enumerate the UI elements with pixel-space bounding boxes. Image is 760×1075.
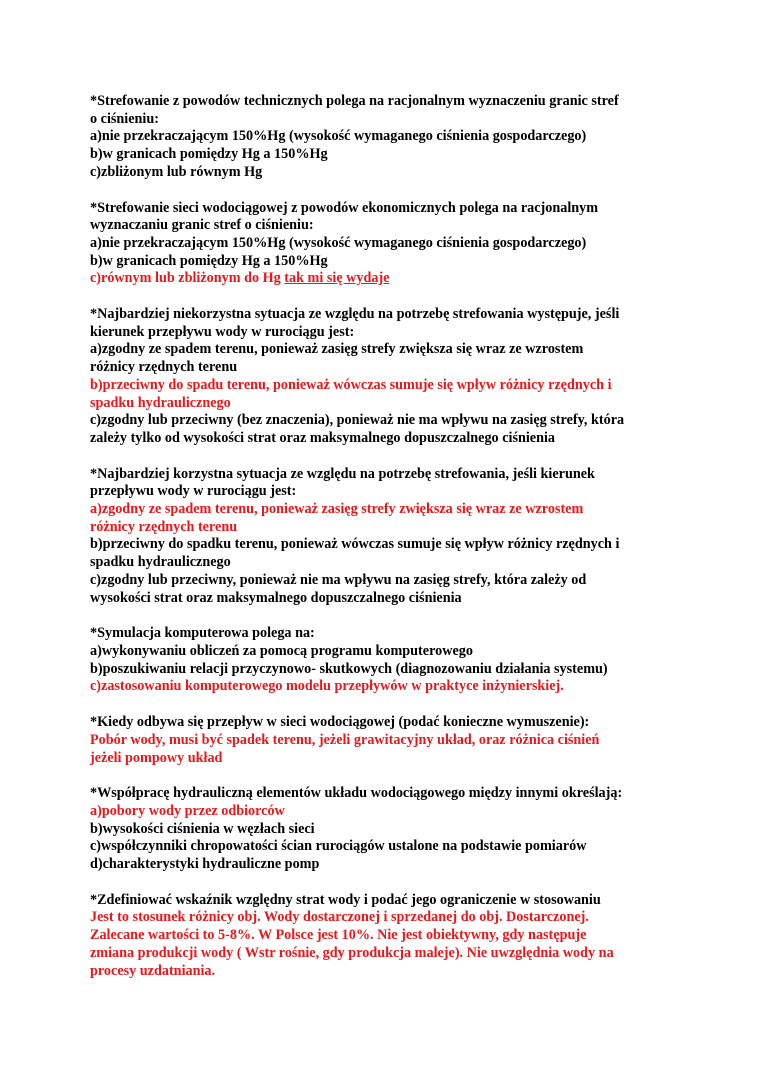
question-block-technical-zoning [90, 93, 682, 182]
answer-option-a-correct: a)pobory wody przez odbiorców [90, 802, 285, 819]
question-block-hydraulic-cooperation [90, 785, 682, 874]
answer-option-a-correct: różnicy rzędnych terenu [90, 518, 238, 535]
answer-text: zmiana produkcji wody ( Wstr rośnie, gdy produkcja maleje). Nie uwzględnia wody na [90, 944, 614, 961]
answer-option-c: c)zbliżonym lub równym Hg [90, 163, 263, 180]
question-block-flow-condition [90, 714, 682, 767]
answer-text: procesy uzdatniania. [90, 962, 216, 979]
answer-option-c-correct: c)zastosowaniu komputerowego modelu przepływów w praktyce inżynierskiej. [90, 678, 564, 695]
question-text: *Kiedy odbywa się przepływ w sieci wodociągowej (podać konieczne wymuszenie): [90, 714, 590, 731]
answer-option-c: zależy tylko od wysokości strat oraz maksymalnego dopuszczalnego ciśnienia [90, 429, 556, 446]
answer-option-b: b)w granicach pomiędzy Hg a 150%Hg [90, 146, 328, 163]
question-text: *Zdefiniować wskaźnik względny strat wody i podać jego ograniczenie w stosowaniu [90, 891, 601, 908]
answer-text: Jest to stosunek różnicy obj. Wody dostarczonej i sprzedanej do obj. Dostarczonej. [90, 909, 589, 926]
question-text: wyznaczaniu granic stref o ciśnieniu: [90, 217, 314, 234]
answer-option-a: a)nie przekraczającym 150%Hg (wysokość wymaganego ciśnienia gospodarczego) [90, 234, 587, 251]
answer-option-a: a)wykonywaniu obliczeń za pomocą programu komputerowego [90, 642, 473, 659]
answer-option-a-correct: a)zgodny ze spadem terenu, ponieważ zasięg strefy zwiększa się wraz ze wzrostem [90, 501, 584, 518]
answer-option-c: c)zgodny lub przeciwny, ponieważ nie ma wpływu na zasięg strefy, która zależy od [90, 571, 587, 588]
question-block-favorable-flow [90, 466, 682, 608]
question-text: o ciśnieniu: [90, 110, 159, 127]
document-content [90, 93, 682, 998]
answer-option-d: d)charakterystyki hydrauliczne pomp [90, 856, 320, 873]
answer-option-a: a)zgodny ze spadem terenu, ponieważ zasięg strefy zwiększa się wraz ze wzrostem [90, 341, 584, 358]
question-text: *Najbardziej korzystna sytuacja ze względu na potrzebę strefowania, jeśli kierunek [90, 465, 595, 482]
answer-option-b: b)poszukiwaniu relacji przyczynowo- skutkowych (diagnozowaniu działania systemu) [90, 660, 608, 677]
question-text: przepływu wody w rurociągu jest: [90, 483, 297, 500]
answer-option-c: c)współczynniki chropowatości ścian rurociągów ustalone na podstawie pomiarów [90, 838, 587, 855]
answer-option-b-correct: spadku hydraulicznego [90, 394, 231, 411]
answer-text: jeżeli pompowy układ [90, 749, 223, 766]
question-block-water-loss-index [90, 892, 682, 981]
answer-text: Pobór wody, musi być spadek terenu, jeżeli grawitacyjny układ, oraz różnica ciśnień [90, 731, 600, 748]
question-block-unfavorable-flow [90, 306, 682, 448]
question-block-economic-zoning [90, 200, 682, 289]
question-text: *Strefowanie sieci wodociągowej z powodów ekonomicznych polega na racjonalnym [90, 199, 599, 216]
answer-option-b: spadku hydraulicznego [90, 554, 231, 571]
answer-option-c-correct [90, 270, 682, 288]
question-text: *Współpracę hydrauliczną elementów układu wodociągowego między innymi określają: [90, 785, 623, 802]
question-block-computer-simulation [90, 625, 682, 696]
question-text: *Symulacja komputerowa polega na: [90, 625, 315, 642]
question-text: *Strefowanie z powodów technicznych polega na racjonalnym wyznaczeniu granic stref [90, 93, 619, 109]
handwritten-style-note: tak mi się wydaje [284, 270, 390, 287]
question-text: kierunek przepływu wody w rurociągu jest: [90, 323, 355, 340]
answer-text: Zalecane wartości to 5-8%. W Polsce jest 10%. Nie jest obiektywny, gdy następuje [90, 927, 587, 944]
answer-option-a: różnicy rzędnych terenu [90, 359, 238, 376]
answer-option-b: b)w granicach pomiędzy Hg a 150%Hg [90, 252, 328, 269]
answer-option-c: c)zgodny lub przeciwny (bez znaczenia), ponieważ nie ma wpływu na zasięg strefy, która [90, 412, 625, 429]
answer-option-b: b)przeciwny do spadku terenu, ponieważ wówczas sumuje się wpływ różnicy rzędnych i [90, 536, 620, 553]
answer-option-a: a)nie przekraczającym 150%Hg (wysokość wymaganego ciśnienia gospodarczego) [90, 128, 587, 145]
question-text: *Najbardziej niekorzystna sytuacja ze względu na potrzebę strefowania występuje, jeśli [90, 306, 620, 323]
answer-option-b-correct: b)przeciwny do spadu terenu, ponieważ wówczas sumuje się wpływ różnicy rzędnych i [90, 376, 612, 393]
answer-option-b: b)wysokości ciśnienia w węzłach sieci [90, 820, 315, 837]
answer-option-c: wysokości strat oraz maksymalnego dopuszczalnego ciśnienia [90, 589, 462, 606]
answer-text: c)równym lub zbliżonym do Hg [90, 270, 281, 287]
